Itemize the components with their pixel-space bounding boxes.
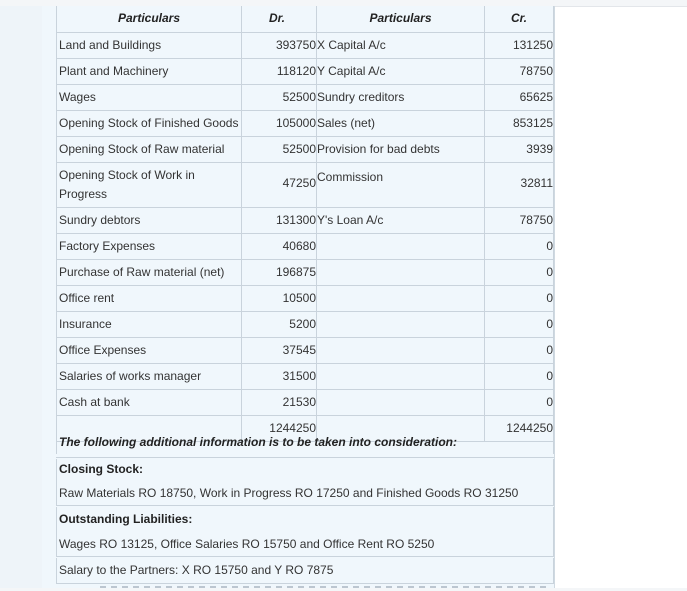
outstanding-title-row <box>56 507 554 531</box>
additional-info-heading <box>56 429 554 454</box>
table-row <box>56 364 554 390</box>
dr-amount: 131300 <box>242 208 317 233</box>
cr-particular <box>317 390 484 415</box>
total-cr-amount: 1244250 <box>484 416 554 441</box>
cr-particular: Y's Loan A/c <box>317 213 384 227</box>
dr-particular: Office Expenses <box>56 338 242 363</box>
dr-amount: 105000 <box>242 111 317 136</box>
dr-particular: Salaries of works manager <box>56 364 242 389</box>
cr-particular: Provision for bad debts <box>317 142 440 156</box>
salary-text: Salary to the Partners: X RO 15750 and Y RO 7875 <box>59 563 334 577</box>
cr-amount: 853125 <box>484 111 554 136</box>
dr-amount: 118120 <box>242 59 317 84</box>
dr-particular: Wages <box>56 85 242 110</box>
dr-particular: Plant and Machinery <box>56 59 242 84</box>
left-margin-panel <box>0 6 42 591</box>
dr-amount: 31500 <box>242 364 317 389</box>
cr-particular <box>317 338 484 363</box>
cr-amount: 3939 <box>484 137 554 162</box>
cr-amount: 78750 <box>484 208 554 233</box>
outstanding-text: Wages RO 13125, Office Salaries RO 15750 and Office Rent RO 5250 <box>59 537 435 551</box>
cr-amount: 0 <box>484 312 554 337</box>
dr-amount: 393750 <box>242 33 317 58</box>
cr-amount: 0 <box>484 390 554 415</box>
cr-particular: Commission <box>317 170 384 184</box>
table-row <box>56 234 554 260</box>
closing-stock-title: Closing Stock: <box>59 462 144 476</box>
cr-particular <box>317 286 484 311</box>
dr-particular: Office rent <box>56 286 242 311</box>
outstanding-title: Outstanding Liabilities: <box>59 512 193 526</box>
table-row <box>56 260 554 286</box>
cr-particular: Y Capital A/c <box>317 64 386 78</box>
cr-amount: 0 <box>484 234 554 259</box>
header-cr: Cr. <box>484 6 554 32</box>
outstanding-text-row <box>56 531 554 557</box>
table-row <box>56 137 554 163</box>
table-row <box>56 208 554 234</box>
table-row <box>56 338 554 364</box>
closing-stock-text: Raw Materials RO 18750, Work in Progress RO 17250 and Finished Goods RO 31250 <box>59 486 519 500</box>
table-row <box>56 286 554 312</box>
dr-particular: Land and Buildings <box>56 33 242 58</box>
cr-particular <box>317 312 484 337</box>
dr-particular: Insurance <box>56 312 242 337</box>
table-row <box>56 85 554 111</box>
dr-particular: Opening Stock of Work in Progress <box>56 163 242 207</box>
cr-amount: 65625 <box>484 85 554 110</box>
table-row <box>56 312 554 338</box>
dr-particular: Sundry debtors <box>56 208 242 233</box>
closing-stock-title-row <box>56 459 554 483</box>
cr-particular: Sales (net) <box>317 116 376 130</box>
cr-amount: 0 <box>484 364 554 389</box>
cr-amount: 131250 <box>484 33 554 58</box>
table-row <box>56 111 554 137</box>
cr-particular <box>317 234 484 259</box>
table-row <box>56 33 554 59</box>
table-row <box>56 390 554 416</box>
dr-particular: Factory Expenses <box>56 234 242 259</box>
header-particulars-cr: Particulars <box>369 11 432 25</box>
dr-amount: 52500 <box>242 137 317 162</box>
cr-amount: 0 <box>484 286 554 311</box>
cr-particular <box>317 260 484 285</box>
dr-amount: 37545 <box>242 338 317 363</box>
cr-amount: 0 <box>484 338 554 363</box>
dr-amount: 10500 <box>242 286 317 311</box>
cr-amount: 78750 <box>484 59 554 84</box>
dr-particular: Opening Stock of Raw material <box>56 137 242 162</box>
cr-amount: 32811 <box>484 163 554 207</box>
dr-particular: Purchase of Raw material (net) <box>56 260 242 285</box>
table-row <box>56 59 554 85</box>
cr-particular <box>317 364 484 389</box>
dr-amount: 47250 <box>242 163 317 207</box>
table-row <box>56 163 554 208</box>
cr-amount: 0 <box>484 260 554 285</box>
info-heading: The following additional information is to be taken into consideration: <box>59 435 458 449</box>
dr-amount: 196875 <box>242 260 317 285</box>
dr-amount: 5200 <box>242 312 317 337</box>
dr-amount: 52500 <box>242 85 317 110</box>
closing-stock-text-row <box>56 483 554 506</box>
total-dr-amount: 1244250 <box>242 416 317 441</box>
divider <box>56 454 554 458</box>
salary-row <box>56 558 554 584</box>
table-header-row <box>56 6 554 33</box>
trial-balance-table <box>56 6 554 442</box>
cr-particular: X Capital A/c <box>317 38 386 52</box>
dr-amount: 21530 <box>242 390 317 415</box>
dr-particular: Opening Stock of Finished Goods <box>56 111 242 136</box>
dr-particular: Cash at bank <box>56 390 242 415</box>
dr-amount: 40680 <box>242 234 317 259</box>
header-particulars-dr: Particulars <box>56 6 242 32</box>
header-dr: Dr. <box>242 6 317 32</box>
cr-particular: Sundry creditors <box>317 90 405 104</box>
